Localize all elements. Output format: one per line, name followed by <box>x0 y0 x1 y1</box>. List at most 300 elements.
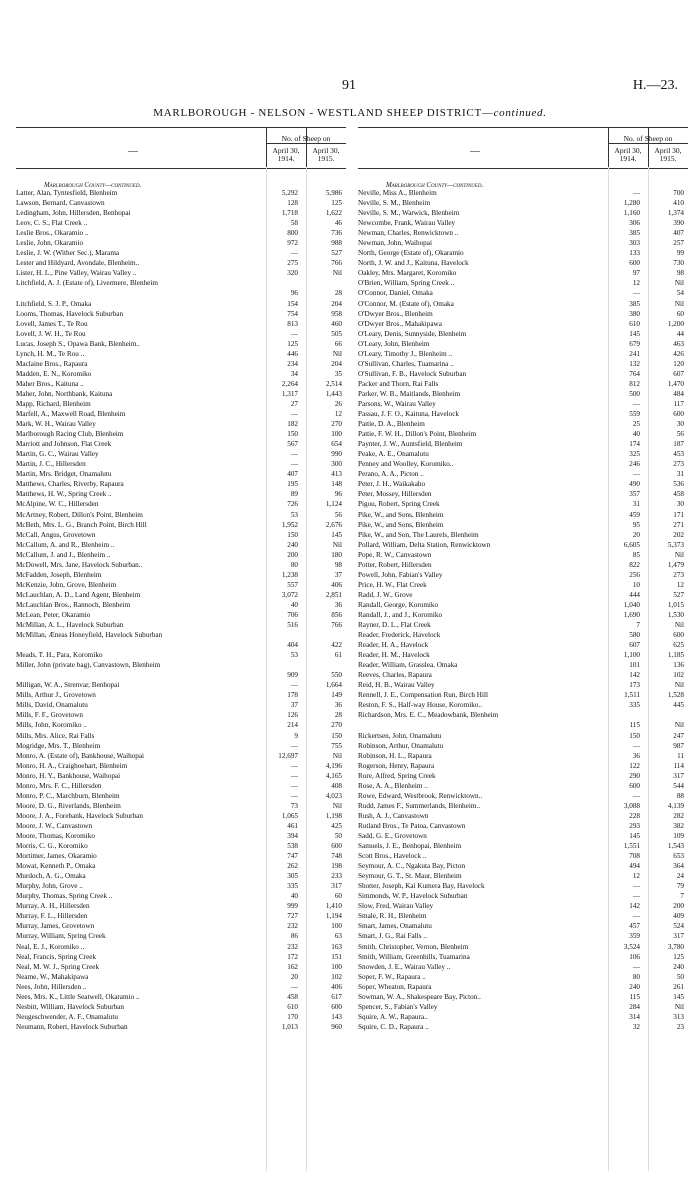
owner-name: Richardson, Mrs. E. C., Meadowbank, Blenheim <box>358 711 499 720</box>
sheep-count-1914: 706 <box>287 610 298 619</box>
owner-name: Soper, F. W., Rapaura .. <box>358 972 426 981</box>
sheep-count-1915: 145 <box>673 992 684 1001</box>
table-row <box>358 831 688 841</box>
county-heading: Marlborough County—continued. <box>386 182 484 189</box>
sheep-count-1914: 1,040 <box>623 600 640 609</box>
sheep-count-1915: Nil <box>674 279 684 288</box>
table-row <box>16 429 346 439</box>
table-row <box>16 610 346 620</box>
table-row <box>16 369 346 379</box>
table-row <box>16 710 346 720</box>
sheep-count-1915: 35 <box>334 369 342 378</box>
sheep-count-1914: 40 <box>290 892 298 901</box>
sheep-count-1915: 102 <box>331 972 342 981</box>
sheep-count-1915: 505 <box>331 329 342 338</box>
owner-name: Mowat, Kenneth P., Omaka <box>16 862 96 871</box>
sheep-count-1915: 5,986 <box>325 189 342 197</box>
sheep-count-1915: 100 <box>331 922 342 931</box>
sheep-count-1914: 228 <box>629 811 640 820</box>
owner-name: Perano, A. A., Picton .. <box>358 470 424 479</box>
sheep-count-1914: 600 <box>629 781 640 790</box>
sheep-count-1915: 617 <box>331 992 342 1001</box>
owner-name: Packer and Thorn, Rai Falls <box>358 379 439 388</box>
sheep-count-1915: 63 <box>334 932 342 941</box>
sheep-count-1915: 484 <box>673 389 684 398</box>
owner-name: Murphy, Thomas, Spring Creek .. <box>16 892 113 901</box>
sheep-count-1914: 335 <box>629 701 640 710</box>
owner-name: Nees, John, Hillersden .. <box>16 982 87 991</box>
sheep-count-1915: 625 <box>673 641 684 650</box>
sheep-count-1915: 143 <box>331 1012 342 1021</box>
owner-name: Neugeschwender, A. F., Onamalutu <box>16 1012 118 1021</box>
sheep-count-1915: 654 <box>331 440 342 449</box>
table-row <box>16 861 346 871</box>
owner-name: O'Dwyer Bros., Mahakipawa <box>358 319 442 328</box>
owner-name: Squire, C. D., Rapaura .. <box>358 1022 429 1031</box>
table-row <box>358 218 688 228</box>
sheep-count-1915: 410 <box>673 199 684 208</box>
sheep-count-1915: 463 <box>673 339 684 348</box>
sheep-count-1915: 600 <box>331 842 342 851</box>
table-row <box>16 690 346 700</box>
sheep-count-1914: 80 <box>290 560 298 569</box>
sheep-count-1914: 999 <box>287 902 298 911</box>
table-row <box>16 299 346 309</box>
sheep-count-1915: 458 <box>673 490 684 499</box>
table-row <box>16 751 346 761</box>
owner-name: O'Sullivan, F. B., Havelock Suburban <box>358 369 467 378</box>
table-row <box>358 489 688 499</box>
sheep-count-1915: 270 <box>331 721 342 730</box>
sheep-count-1914: 142 <box>629 902 640 911</box>
sheep-count-1914: 275 <box>287 259 298 268</box>
table-row <box>16 580 346 590</box>
sheep-count-1915: 1,198 <box>325 811 342 820</box>
sheep-count-1914: 53 <box>290 510 298 519</box>
owner-name: O'Dwyer Bros., Blenheim <box>358 309 433 318</box>
sheep-count-1914: 9 <box>294 731 298 740</box>
sheep-count-1915: 99 <box>676 249 684 258</box>
owner-name: Maclaine Bros., Rapaura <box>16 359 88 368</box>
owner-name: Miller, John (private bag), Canvastown, Blenheim <box>16 661 161 670</box>
owner-name: Pike, W., and Son, The Laurels, Blenheim <box>358 530 479 539</box>
date-heading-1915: April 30, 1915. <box>654 146 682 163</box>
sheep-count-1915: 204 <box>331 299 342 308</box>
sheep-count-1915: 960 <box>331 1022 342 1031</box>
owner-name: Neville, Miss A., Blenheim <box>358 189 437 197</box>
owner-name: Smart, James, Onamalutu <box>358 922 432 931</box>
sheep-count-1914: — <box>290 791 298 800</box>
page-header <box>0 78 700 94</box>
sheep-count-1914: 241 <box>629 349 640 358</box>
sheep-count-1914: 40 <box>632 430 640 439</box>
table-row <box>358 198 688 208</box>
sheep-count-1915: 46 <box>334 219 342 228</box>
sheep-count-1914: 7 <box>636 621 640 630</box>
sheep-count-1915: 4,196 <box>325 761 342 770</box>
sheep-count-1915: Nil <box>332 751 342 760</box>
table-row <box>16 449 346 459</box>
sheep-count-1915: 409 <box>673 912 684 921</box>
sheep-count-1914: 150 <box>287 530 298 539</box>
county-heading: Marlborough County—continued. <box>44 182 142 189</box>
sheep-count-1915: 100 <box>331 962 342 971</box>
sheep-count-1915: 407 <box>673 229 684 238</box>
owner-name: McDowell, Mrs. Jane, Havelock Suburban.. <box>16 560 143 569</box>
sheep-count-1915: 600 <box>673 631 684 640</box>
sheep-count-1915: 1,664 <box>325 681 342 690</box>
owner-name: North, George (Estate of), Okaramio <box>358 249 464 258</box>
owner-name: Parsons, W., Wairau Valley <box>358 399 436 408</box>
sheep-count-1915: Nil <box>674 721 684 730</box>
table-row <box>358 409 688 419</box>
sheep-count-1914: 1,511 <box>624 691 640 700</box>
owner-name: O'Leary, Denis, Sunnyside, Blenheim <box>358 329 467 338</box>
table-row <box>358 670 688 680</box>
sheep-count-1914: 1,551 <box>623 842 640 851</box>
owner-name: Neame, W., Mahakipawa <box>16 972 89 981</box>
sheep-count-1915: 1,470 <box>667 379 684 388</box>
sheep-count-1914: 172 <box>287 952 298 961</box>
sheep-count-1915: 1,200 <box>667 319 684 328</box>
sheep-count-1914: 20 <box>290 972 298 981</box>
sheep-count-1914: 461 <box>287 821 298 830</box>
table-row <box>358 570 688 580</box>
table-row <box>358 510 688 520</box>
table-row <box>16 962 346 972</box>
owner-name: Latter, Alan, Tyntesfield, Blenheim <box>16 189 118 197</box>
owner-name: Samuels, J. E., Benhopai, Blenheim <box>358 842 462 851</box>
sheep-count-1914: 101 <box>629 661 640 670</box>
sheep-count-1914: 106 <box>629 952 640 961</box>
owner-name: Randall, J., and J., Koromiko <box>358 610 443 619</box>
sheep-count-1914: 607 <box>629 641 640 650</box>
sheep-count-1915: 445 <box>673 701 684 710</box>
table-row <box>358 499 688 509</box>
sheep-count-1915: 109 <box>673 832 684 840</box>
sheep-count-1915: 271 <box>673 520 684 529</box>
sheep-count-1915: 136 <box>673 661 684 670</box>
sheep-count-1914: — <box>632 289 640 298</box>
sheep-count-1914: 262 <box>287 862 298 871</box>
sheep-count-1914: 36 <box>632 751 640 760</box>
sheep-count-1915: 527 <box>331 249 342 258</box>
sheep-count-1915: 1,479 <box>667 560 684 569</box>
date-heading-1915: April 30, 1915. <box>312 146 340 163</box>
owner-name: Lovell, J. W. H., Te Rou <box>16 329 86 338</box>
table-row <box>16 479 346 489</box>
owner-name: McLauchlan Bros., Rannoch, Blenheim <box>16 600 131 609</box>
table-row <box>358 751 688 761</box>
owner-name: Neal, Francis, Spring Creek <box>16 952 97 961</box>
sheep-count-1914: 459 <box>629 510 640 519</box>
sheep-count-1914: 500 <box>629 389 640 398</box>
column-header <box>16 127 346 169</box>
sheep-count-1914: — <box>290 450 298 459</box>
sheep-count-1914: 1,317 <box>281 389 298 398</box>
sheep-count-1914: 1,238 <box>281 570 298 579</box>
owner-name: Mills, Mrs. Alice, Rai Falls <box>16 731 95 740</box>
sheep-count-1914: 325 <box>629 450 640 459</box>
table-row <box>358 329 688 339</box>
table-row <box>358 710 688 730</box>
sheep-count-1914: 1,718 <box>281 209 298 218</box>
owner-name: Leslie Bros., Okaramio .. <box>16 229 89 238</box>
table-row <box>16 771 346 781</box>
table-row <box>16 660 346 680</box>
sheep-count-1914: — <box>632 470 640 479</box>
table-row <box>358 228 688 238</box>
table-row <box>16 1022 346 1032</box>
sheep-count-1914: — <box>290 249 298 258</box>
table-row <box>16 560 346 570</box>
sheep-count-1914: 610 <box>287 1002 298 1011</box>
owner-name: Mills, David, Onamalutu <box>16 701 88 710</box>
table-row <box>16 489 346 499</box>
sheep-count-1915: 96 <box>334 490 342 499</box>
sheep-count-1915: 148 <box>331 480 342 489</box>
owner-name: McLauchlan, A. D., Land Agent, Blenheim <box>16 590 141 599</box>
sheep-count-1914: 538 <box>287 842 298 851</box>
sheep-count-1915: 198 <box>331 862 342 871</box>
sheep-count-1915: 12 <box>676 580 684 589</box>
table-row <box>358 731 688 741</box>
table-row <box>16 359 346 369</box>
sheep-count-1915: 5,373 <box>667 540 684 549</box>
column-header-dash: — <box>470 146 480 157</box>
sheep-count-1914: 195 <box>287 480 298 489</box>
sheep-count-heading: No. of Sheep on <box>281 134 331 143</box>
owner-name: Marriott and Johnson, Flat Creek <box>16 440 112 449</box>
owner-name: Nees, Mrs. K., Little Seatwell, Okaramio .. <box>16 992 140 1001</box>
date-heading-1914: April 30, 1914. <box>614 146 642 163</box>
table-row <box>358 278 688 288</box>
sheep-count-1915: 364 <box>673 862 684 871</box>
table-row <box>358 258 688 268</box>
sheep-count-1914: 559 <box>629 410 640 419</box>
table-row <box>16 761 346 771</box>
owner-name: McAlpine, W. C., Hillersden <box>16 500 99 509</box>
sheep-count-1914: 3,088 <box>623 801 640 810</box>
owner-name: Newcombe, Frank, Wairau Valley <box>358 219 456 228</box>
table-row <box>358 761 688 771</box>
owner-name: Meads, T. H., Para, Koromiko <box>16 651 103 660</box>
sheep-count-1914: 182 <box>287 420 298 429</box>
table-row <box>358 640 688 650</box>
owner-name: Rogerson, Henry, Rapaura <box>358 761 435 770</box>
table-row <box>358 399 688 409</box>
sheep-count-1914: 58 <box>290 219 298 228</box>
sheep-count-1914: 40 <box>290 600 298 609</box>
sheep-count-1915: 700 <box>673 189 684 197</box>
sheep-count-1914: 3,524 <box>623 942 640 951</box>
owner-name: Mark, W. H., Wairau Valley <box>16 420 96 429</box>
owner-name: Nesbitt, William, Havelock Suburban <box>16 1002 124 1011</box>
sheep-count-1915: 88 <box>676 791 684 800</box>
sheep-count-1915: 44 <box>676 329 684 338</box>
sheep-count-1915: 422 <box>331 641 342 650</box>
owner-name: Pike, W., and Sons, Blenheim <box>358 510 444 519</box>
sheep-count-1914: 115 <box>629 721 640 730</box>
table-row <box>16 741 346 751</box>
sheep-count-1915: 2,514 <box>325 379 342 388</box>
owner-name: Marlborough Racing Club, Blenheim <box>16 430 124 439</box>
table-row <box>358 992 688 1002</box>
sheep-count-1915: 149 <box>331 691 342 700</box>
sheep-count-1915: 282 <box>673 811 684 820</box>
table-row <box>358 299 688 309</box>
owner-name: Martin, Mrs. Bridget, Onamalutu <box>16 470 112 479</box>
sheep-count-1915: 1,530 <box>667 610 684 619</box>
table-row <box>358 349 688 359</box>
sheep-count-1915: 406 <box>331 580 342 589</box>
sheep-count-1915: 1,543 <box>667 842 684 851</box>
sheep-count-1915: 382 <box>673 821 684 830</box>
sheep-count-1914: — <box>290 761 298 770</box>
sheep-count-1915: 145 <box>331 530 342 539</box>
sheep-count-1915: 425 <box>331 821 342 830</box>
table-row <box>358 962 688 972</box>
table-row <box>358 781 688 791</box>
column-header-dash: — <box>128 146 138 157</box>
sheep-count-1914: — <box>632 912 640 921</box>
sheep-count-1914: 115 <box>629 992 640 1001</box>
table-row <box>16 530 346 540</box>
table-row <box>358 520 688 530</box>
sheep-count-1914: 305 <box>287 872 298 881</box>
sheep-count-1914: 822 <box>629 560 640 569</box>
table-row <box>358 268 688 278</box>
sheep-count-1915: 987 <box>673 741 684 750</box>
table-row <box>358 861 688 871</box>
owner-name: Neville, S. M., Warwick, Blenheim <box>358 209 460 218</box>
table-row <box>16 891 346 901</box>
sheep-count-1914: 132 <box>629 359 640 368</box>
owner-name: O'Connor, M. (Estate of), Omaka <box>358 299 454 308</box>
sheep-count-1914: 200 <box>287 550 298 559</box>
table-row <box>16 982 346 992</box>
owner-name: Looms, Thomas, Havelock Suburban <box>16 309 124 318</box>
table-row <box>358 821 688 831</box>
sheep-count-1915: 117 <box>673 399 684 408</box>
sheep-count-1915: Nil <box>674 299 684 308</box>
table-row <box>358 288 688 298</box>
sheep-count-1915: 7 <box>680 892 684 901</box>
table-row <box>16 469 346 479</box>
sheep-count-1915: 426 <box>673 349 684 358</box>
column-header <box>358 127 688 169</box>
owner-name: Lawson, Bernard, Canvastown <box>16 199 105 208</box>
sheep-count-1914: 173 <box>629 681 640 690</box>
sheep-count-1915: Nil <box>674 1002 684 1011</box>
table-row <box>358 550 688 560</box>
sheep-count-1914: 557 <box>287 580 298 589</box>
sheep-count-1914: 444 <box>629 590 640 599</box>
owner-name: O'Sullivan, Charles, Tuamarina .. <box>358 359 454 368</box>
table-row <box>358 1022 688 1032</box>
owner-name: Lovell, James T., Te Rou <box>16 319 88 328</box>
sheep-count-1915: 406 <box>331 982 342 991</box>
table-row <box>16 570 346 580</box>
table-row <box>358 901 688 911</box>
table-row <box>16 329 346 339</box>
owner-name: Rore, Alfred, Spring Creek <box>358 771 436 780</box>
page-title: MARLBOROUGH - NELSON - WESTLAND SHEEP DISTRICT—continued. <box>153 107 547 119</box>
owner-name: Pollard, William, Delta Station, Renwicktown <box>358 540 491 549</box>
owner-name: Pike, W., and Sons, Blenheim <box>358 520 444 529</box>
sheep-count-1915: 766 <box>331 259 342 268</box>
sheep-count-1915: 408 <box>331 781 342 790</box>
table-row <box>16 881 346 891</box>
sheep-count-1914: 320 <box>287 269 298 278</box>
table-row <box>358 700 688 710</box>
owner-name: Pattie, D. A., Blenheim <box>358 420 425 429</box>
owner-name: Lynch, H. M., Te Rou .. <box>16 349 85 358</box>
sheep-count-1915: 233 <box>331 872 342 881</box>
sheep-count-1915: 856 <box>331 610 342 619</box>
owner-name: Monro, H. Y., Bankhouse, Waihopai <box>16 771 121 780</box>
sheep-count-1915: 187 <box>673 440 684 449</box>
sheep-count-1914: — <box>632 399 640 408</box>
sheep-count-1915: 26 <box>334 399 342 408</box>
sheep-count-1914: 162 <box>287 962 298 971</box>
table-row <box>358 650 688 660</box>
sheep-count-1915: 79 <box>676 882 684 891</box>
table-row <box>358 479 688 489</box>
table-row <box>358 309 688 319</box>
owner-name: Sadd, G. E., Grovetown <box>358 832 427 840</box>
owner-name: Milligan, W. A., Strenvar, Benhopai <box>16 681 120 690</box>
sheep-count-1915: Nil <box>674 681 684 690</box>
owner-name: Rudd, James F., Summerlands, Blenheim.. <box>358 801 481 810</box>
table-row <box>16 499 346 509</box>
owner-name: Rush, A. J., Canvastown <box>358 811 429 820</box>
sheep-count-1914: 31 <box>632 500 640 509</box>
sheep-count-1915: 2,676 <box>325 520 342 529</box>
left-column <box>16 127 346 1032</box>
sheep-count-1914: 150 <box>287 430 298 439</box>
sheep-count-1914: 214 <box>287 721 298 730</box>
sheep-count-1915: 204 <box>331 359 342 368</box>
owner-name: Matthews, Charles, Riverby, Rapaura <box>16 480 124 489</box>
table-row <box>16 278 346 298</box>
table-row <box>358 630 688 640</box>
owner-name: Monro, P. C., Marchburn, Blenheim <box>16 791 120 800</box>
owner-name: Smale, R. H., Blenheim <box>358 912 427 921</box>
table-row <box>358 931 688 941</box>
sheep-count-1914: 170 <box>287 1012 298 1021</box>
owner-name: Mills, John, Koromiko .. <box>16 721 87 730</box>
sheep-count-1914: 813 <box>287 319 298 328</box>
sheep-count-1915: 36 <box>334 600 342 609</box>
sheep-count-1914: — <box>290 460 298 469</box>
table-row <box>358 881 688 891</box>
owner-name: Neumann, Robert, Havelock Suburban <box>16 1022 128 1031</box>
owner-name: Penney and Woolley, Koromiko.. <box>358 460 454 469</box>
owner-name: Mills, Arthur J., Grovetown <box>16 691 96 700</box>
sheep-count-1914: 95 <box>632 520 640 529</box>
sheep-count-1915: 988 <box>331 239 342 248</box>
sheep-count-1914: 335 <box>287 882 298 891</box>
owner-name: Lucas, Joseph S., Opawa Bank, Blenheim.. <box>16 339 140 348</box>
sheep-count-1915: 1,015 <box>667 600 684 609</box>
sheep-count-1915: Nil <box>332 349 342 358</box>
sheep-count-1914: — <box>632 791 640 800</box>
sheep-count-1914: 25 <box>632 420 640 429</box>
owner-name: Murphy, John, Grove .. <box>16 882 83 891</box>
table-row <box>16 791 346 801</box>
owner-name: O'Leary, John, Blenheim <box>358 339 430 348</box>
